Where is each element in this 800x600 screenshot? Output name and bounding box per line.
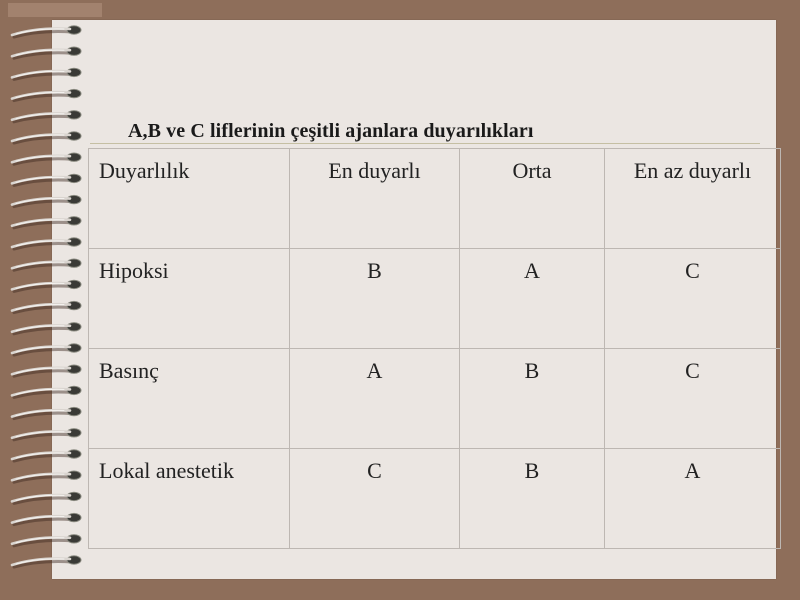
table-cell: B [290,249,460,349]
row-label-basinc: Basınç [89,349,290,449]
binding-ring [12,535,81,546]
table-cell: C [605,349,781,449]
page-corner-tab [8,3,102,17]
table-header-row [89,149,781,249]
binding-ring [12,450,81,461]
header-cell-most-sensitive: En duyarlı [290,149,460,249]
page-title: A,B ve C liflerinin çeşitli ajanlara duyarılıkları [128,120,534,142]
binding-ring [12,301,81,312]
table-cell: B [460,349,605,449]
table-cell: A [290,349,460,449]
binding-ring [12,259,81,270]
sensitivity-table [88,148,781,549]
spiral-binding-icon [0,20,90,579]
binding-ring [12,195,81,206]
binding-ring [12,492,81,503]
binding-ring [12,471,81,482]
binding-ring [12,280,81,291]
table-cell: A [605,449,781,549]
binding-ring [12,386,81,397]
binding-ring [12,111,81,122]
binding-ring [12,365,81,376]
binding-ring [12,323,81,334]
table-row [89,249,781,349]
row-label-hipoksi: Hipoksi [89,249,290,349]
binding-ring [12,26,81,37]
binding-ring [12,174,81,185]
header-cell-least-sensitive: En az duyarlı [605,149,781,249]
binding-ring [12,238,81,249]
binding-ring [12,89,81,100]
binding-ring [12,153,81,164]
row-label-lokal-anestetik: Lokal anestetik [89,449,290,549]
table-cell: A [460,249,605,349]
binding-ring [12,132,81,143]
binding-ring [12,47,81,58]
table-cell: C [290,449,460,549]
binding-ring [12,556,81,567]
title-divider [90,143,760,144]
header-cell-medium: Orta [460,149,605,249]
binding-ring [12,68,81,79]
binding-ring [12,429,81,440]
header-cell-sensitivity: Duyarlılık [89,149,290,249]
table-cell: B [460,449,605,549]
binding-ring [12,513,81,524]
table-row [89,349,781,449]
table-cell: C [605,249,781,349]
binding-ring [12,407,81,418]
binding-ring [12,344,81,355]
table-row [89,449,781,549]
binding-ring [12,217,81,228]
